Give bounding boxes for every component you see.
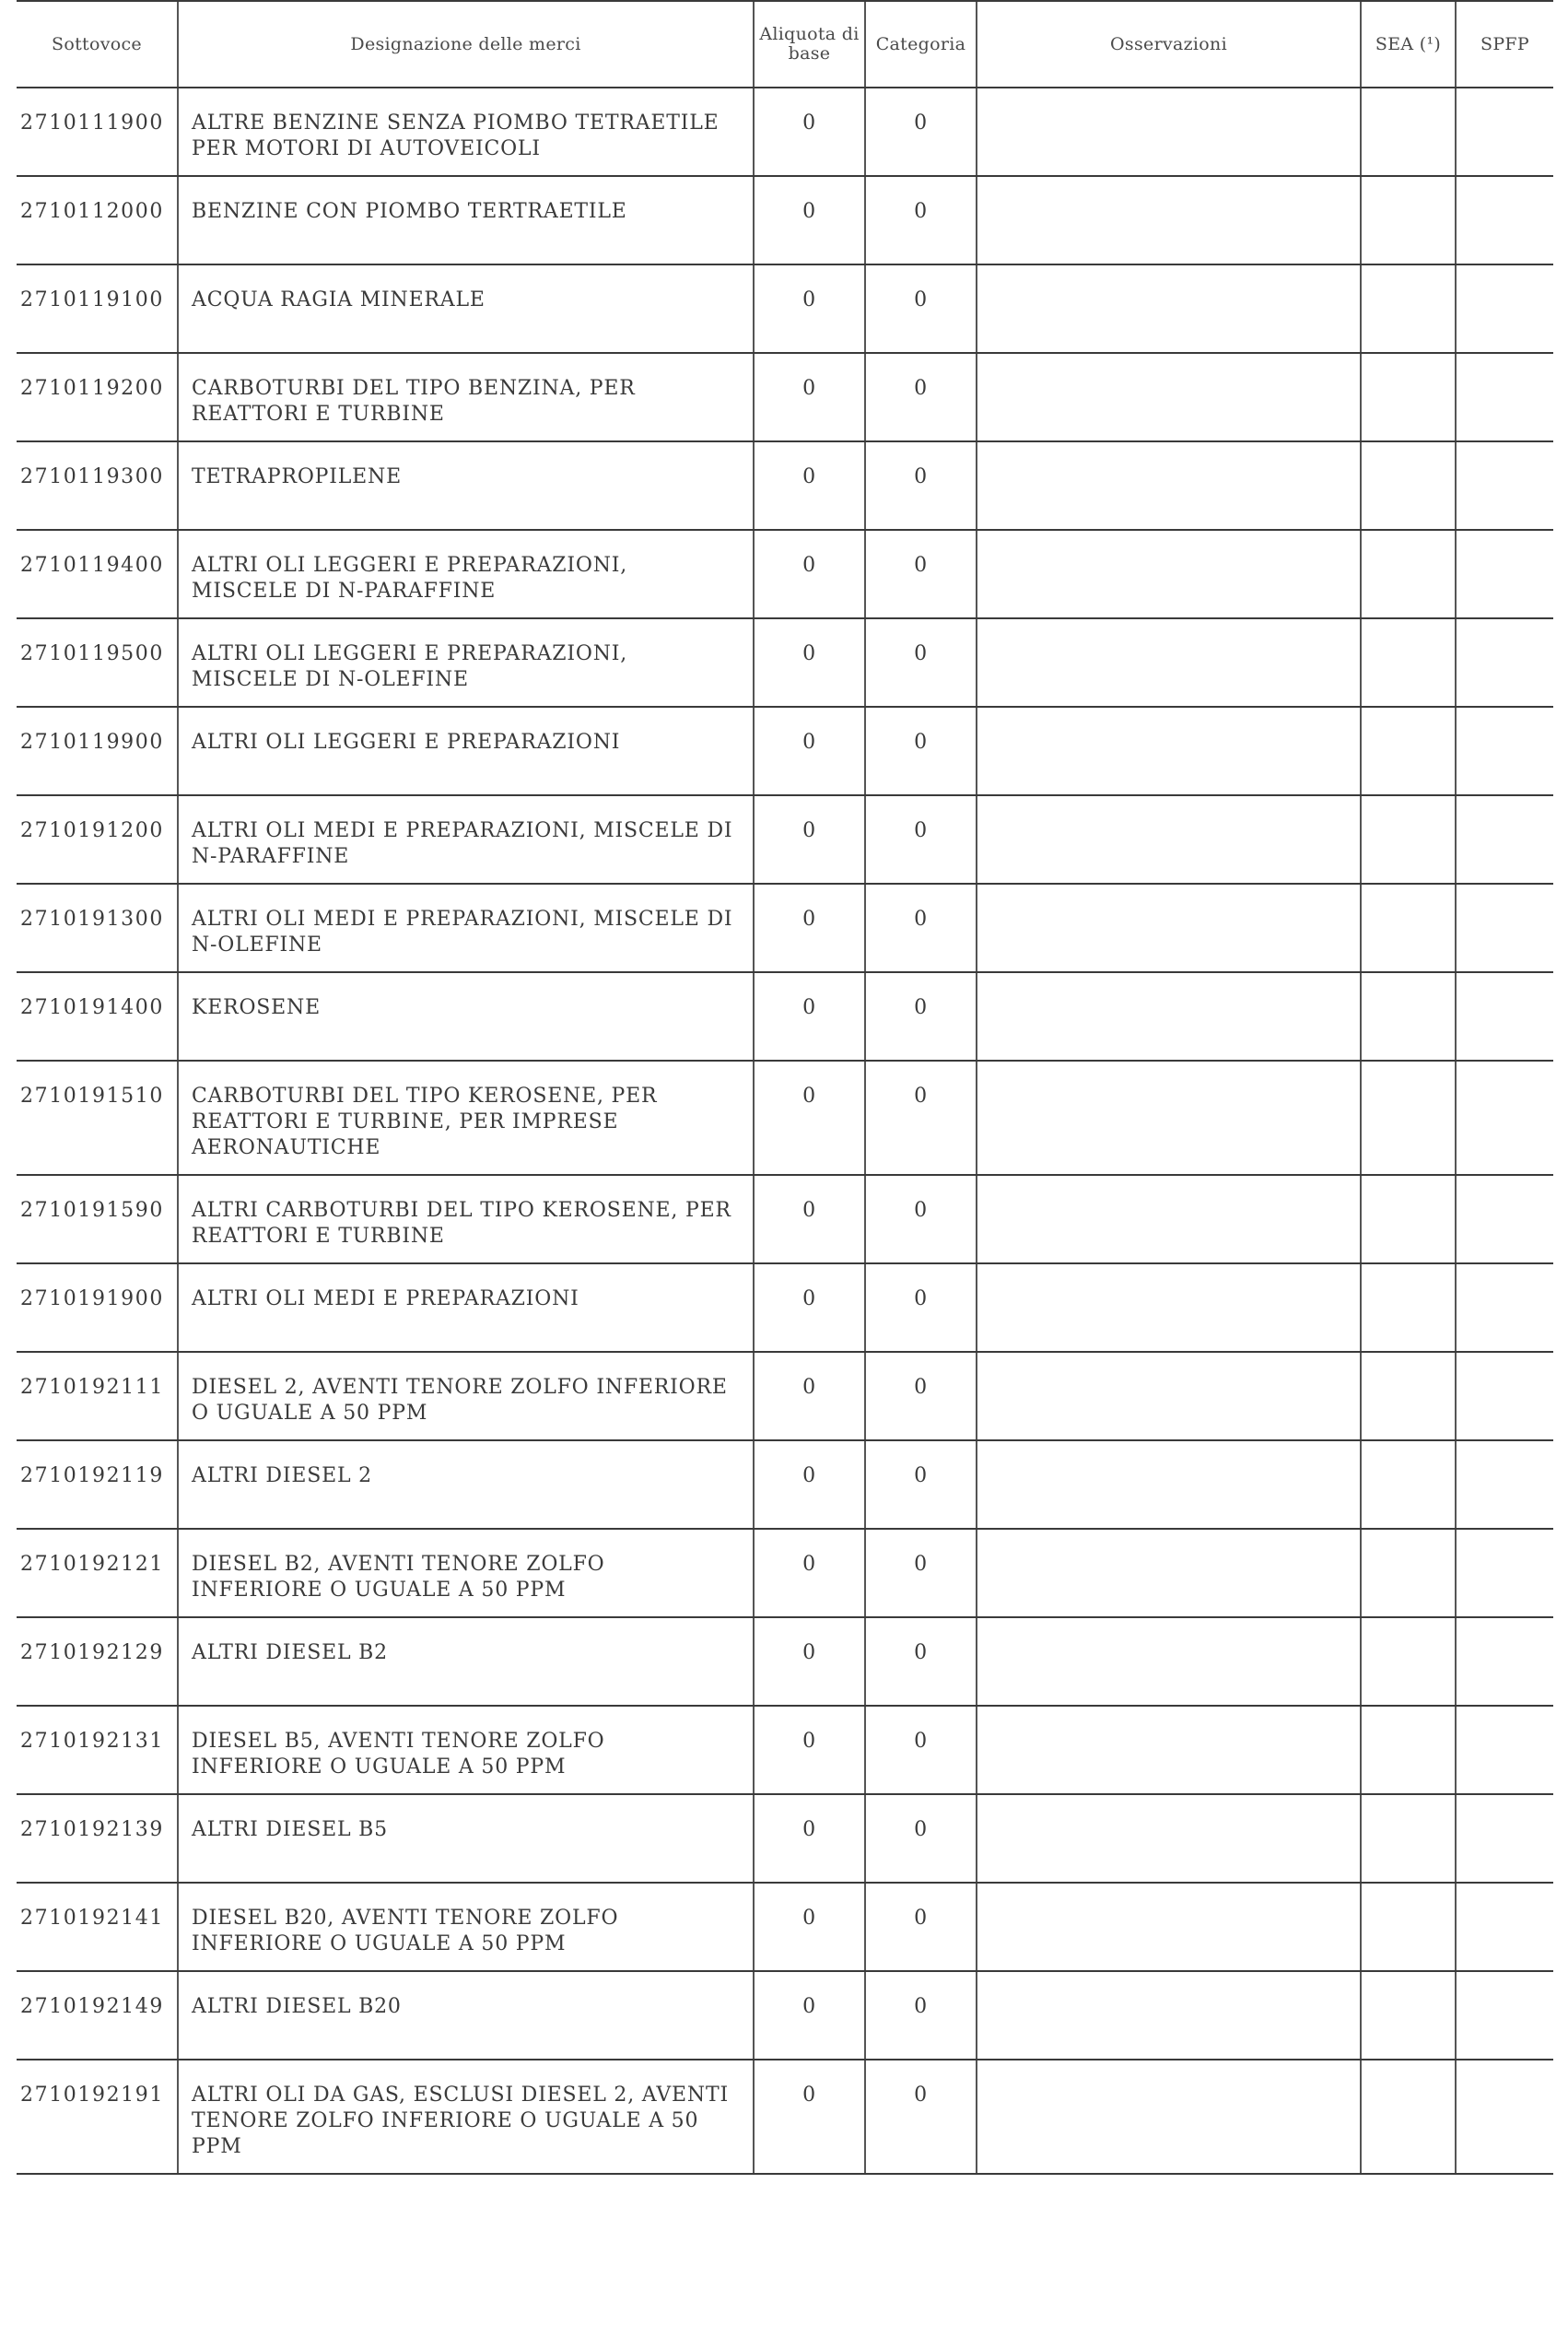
sea-cell <box>1361 1617 1456 1706</box>
remarks-cell <box>977 1794 1361 1883</box>
remarks-cell <box>977 884 1361 972</box>
base-rate-value: 0 <box>754 1061 865 1175</box>
goods-description: ALTRI OLI DA GAS, ESCLUSI DIESEL 2, AVENTI TENORE ZOLFO INFERIORE O UGUALE A 50 PPM <box>178 2060 754 2174</box>
table-row <box>17 884 1553 972</box>
subheading-code: 2710192121 <box>17 1529 178 1617</box>
category-value: 0 <box>865 1883 977 1971</box>
spfp-cell <box>1456 1061 1553 1175</box>
spfp-cell <box>1456 353 1553 441</box>
sea-cell <box>1361 1440 1456 1529</box>
sea-cell <box>1361 707 1456 795</box>
base-rate-value: 0 <box>754 1352 865 1440</box>
table-row <box>17 530 1553 618</box>
subheading-code: 2710119300 <box>17 441 178 530</box>
subheading-code: 2710191590 <box>17 1175 178 1263</box>
spfp-cell <box>1456 176 1553 264</box>
base-rate-value: 0 <box>754 2060 865 2174</box>
subheading-code: 2710191400 <box>17 972 178 1061</box>
category-value: 0 <box>865 530 977 618</box>
remarks-cell <box>977 1440 1361 1529</box>
tariff-table <box>17 0 1553 2175</box>
category-value: 0 <box>865 353 977 441</box>
sea-cell <box>1361 264 1456 353</box>
remarks-cell <box>977 618 1361 707</box>
table-row <box>17 1617 1553 1706</box>
table-row <box>17 1263 1553 1352</box>
spfp-cell <box>1456 1529 1553 1617</box>
spfp-cell <box>1456 795 1553 884</box>
remarks-cell <box>977 1971 1361 2060</box>
base-rate-value: 0 <box>754 176 865 264</box>
goods-description: TETRAPROPILENE <box>178 441 754 530</box>
spfp-cell <box>1456 707 1553 795</box>
goods-description: ACQUA RAGIA MINERALE <box>178 264 754 353</box>
table-row <box>17 1883 1553 1971</box>
header-base-rate: Aliquota di base <box>754 1 865 88</box>
sea-cell <box>1361 884 1456 972</box>
category-value: 0 <box>865 707 977 795</box>
base-rate-value: 0 <box>754 1440 865 1529</box>
category-value: 0 <box>865 264 977 353</box>
subheading-code: 2710192149 <box>17 1971 178 2060</box>
goods-description: CARBOTURBI DEL TIPO BENZINA, PER REATTORI E TURBINE <box>178 353 754 441</box>
remarks-cell <box>977 1175 1361 1263</box>
goods-description: ALTRI OLI LEGGERI E PREPARAZIONI, MISCELE DI N-OLEFINE <box>178 618 754 707</box>
table-row <box>17 176 1553 264</box>
table-row <box>17 707 1553 795</box>
base-rate-value: 0 <box>754 884 865 972</box>
goods-description: ALTRI DIESEL B2 <box>178 1617 754 1706</box>
sea-cell <box>1361 441 1456 530</box>
category-value: 0 <box>865 1440 977 1529</box>
subheading-code: 2710191900 <box>17 1263 178 1352</box>
table-row <box>17 618 1553 707</box>
category-value: 0 <box>865 2060 977 2174</box>
table-row <box>17 795 1553 884</box>
remarks-cell <box>977 707 1361 795</box>
base-rate-value: 0 <box>754 1617 865 1706</box>
sea-cell <box>1361 795 1456 884</box>
remarks-cell <box>977 2060 1361 2174</box>
spfp-cell <box>1456 1617 1553 1706</box>
table-row <box>17 1440 1553 1529</box>
header-row <box>17 1 1553 88</box>
remarks-cell <box>977 1883 1361 1971</box>
table-row <box>17 1061 1553 1175</box>
spfp-cell <box>1456 88 1553 176</box>
goods-description: BENZINE CON PIOMBO TERTRAETILE <box>178 176 754 264</box>
subheading-code: 2710191300 <box>17 884 178 972</box>
base-rate-value: 0 <box>754 441 865 530</box>
category-value: 0 <box>865 441 977 530</box>
remarks-cell <box>977 972 1361 1061</box>
sea-cell <box>1361 1352 1456 1440</box>
sea-cell <box>1361 2060 1456 2174</box>
remarks-cell <box>977 530 1361 618</box>
base-rate-value: 0 <box>754 353 865 441</box>
table-row <box>17 1971 1553 2060</box>
goods-description: DIESEL 2, AVENTI TENORE ZOLFO INFERIORE O UGUALE A 50 PPM <box>178 1352 754 1440</box>
goods-description: ALTRI OLI LEGGERI E PREPARAZIONI <box>178 707 754 795</box>
sea-cell <box>1361 1529 1456 1617</box>
category-value: 0 <box>865 1263 977 1352</box>
spfp-cell <box>1456 1706 1553 1794</box>
spfp-cell <box>1456 441 1553 530</box>
goods-description: ALTRI OLI MEDI E PREPARAZIONI, MISCELE DI N-OLEFINE <box>178 884 754 972</box>
base-rate-value: 0 <box>754 88 865 176</box>
base-rate-value: 0 <box>754 1175 865 1263</box>
remarks-cell <box>977 1061 1361 1175</box>
goods-description: ALTRI OLI MEDI E PREPARAZIONI <box>178 1263 754 1352</box>
goods-description: DIESEL B5, AVENTI TENORE ZOLFO INFERIORE O UGUALE A 50 PPM <box>178 1706 754 1794</box>
base-rate-value: 0 <box>754 1529 865 1617</box>
subheading-code: 2710192141 <box>17 1883 178 1971</box>
base-rate-value: 0 <box>754 1883 865 1971</box>
spfp-cell <box>1456 1883 1553 1971</box>
subheading-code: 2710119400 <box>17 530 178 618</box>
base-rate-value: 0 <box>754 972 865 1061</box>
subheading-code: 2710111900 <box>17 88 178 176</box>
header-subheading: Sottovoce <box>17 1 178 88</box>
category-value: 0 <box>865 795 977 884</box>
spfp-cell <box>1456 1440 1553 1529</box>
category-value: 0 <box>865 1706 977 1794</box>
goods-description: ALTRI OLI MEDI E PREPARAZIONI, MISCELE DI N-PARAFFINE <box>178 795 754 884</box>
subheading-code: 2710192139 <box>17 1794 178 1883</box>
sea-cell <box>1361 1175 1456 1263</box>
goods-description: CARBOTURBI DEL TIPO KEROSENE, PER REATTORI E TURBINE, PER IMPRESE AERONAUTICHE <box>178 1061 754 1175</box>
base-rate-value: 0 <box>754 1971 865 2060</box>
header-spfp: SPFP <box>1456 1 1553 88</box>
table-body <box>17 88 1553 2174</box>
category-value: 0 <box>865 972 977 1061</box>
goods-description: ALTRI CARBOTURBI DEL TIPO KEROSENE, PER REATTORI E TURBINE <box>178 1175 754 1263</box>
table-row <box>17 1175 1553 1263</box>
base-rate-value: 0 <box>754 1794 865 1883</box>
spfp-cell <box>1456 1263 1553 1352</box>
remarks-cell <box>977 176 1361 264</box>
spfp-cell <box>1456 264 1553 353</box>
subheading-code: 2710192131 <box>17 1706 178 1794</box>
spfp-cell <box>1456 2060 1553 2174</box>
spfp-cell <box>1456 530 1553 618</box>
category-value: 0 <box>865 1061 977 1175</box>
goods-description: ALTRI DIESEL 2 <box>178 1440 754 1529</box>
spfp-cell <box>1456 1352 1553 1440</box>
table-row <box>17 1352 1553 1440</box>
spfp-cell <box>1456 618 1553 707</box>
base-rate-value: 0 <box>754 1263 865 1352</box>
spfp-cell <box>1456 1971 1553 2060</box>
table-row <box>17 2060 1553 2174</box>
spfp-cell <box>1456 972 1553 1061</box>
subheading-code: 2710119100 <box>17 264 178 353</box>
table-row <box>17 264 1553 353</box>
remarks-cell <box>977 264 1361 353</box>
goods-description: DIESEL B20, AVENTI TENORE ZOLFO INFERIORE O UGUALE A 50 PPM <box>178 1883 754 1971</box>
goods-description: ALTRI DIESEL B5 <box>178 1794 754 1883</box>
remarks-cell <box>977 1263 1361 1352</box>
base-rate-value: 0 <box>754 264 865 353</box>
subheading-code: 2710119200 <box>17 353 178 441</box>
remarks-cell <box>977 1529 1361 1617</box>
sea-cell <box>1361 353 1456 441</box>
subheading-code: 2710192129 <box>17 1617 178 1706</box>
header-category: Categoria <box>865 1 977 88</box>
sea-cell <box>1361 1794 1456 1883</box>
sea-cell <box>1361 88 1456 176</box>
table-row <box>17 1794 1553 1883</box>
subheading-code: 2710192111 <box>17 1352 178 1440</box>
subheading-code: 2710119500 <box>17 618 178 707</box>
sea-cell <box>1361 972 1456 1061</box>
subheading-code: 2710191200 <box>17 795 178 884</box>
category-value: 0 <box>865 1529 977 1617</box>
base-rate-value: 0 <box>754 618 865 707</box>
remarks-cell <box>977 1352 1361 1440</box>
base-rate-value: 0 <box>754 1706 865 1794</box>
sea-cell <box>1361 618 1456 707</box>
sea-cell <box>1361 1706 1456 1794</box>
base-rate-value: 0 <box>754 530 865 618</box>
goods-description: KEROSENE <box>178 972 754 1061</box>
subheading-code: 2710119900 <box>17 707 178 795</box>
goods-description: ALTRI OLI LEGGERI E PREPARAZIONI, MISCELE DI N-PARAFFINE <box>178 530 754 618</box>
category-value: 0 <box>865 884 977 972</box>
remarks-cell <box>977 353 1361 441</box>
category-value: 0 <box>865 176 977 264</box>
goods-description: ALTRI DIESEL B20 <box>178 1971 754 2060</box>
remarks-cell <box>977 88 1361 176</box>
goods-description: DIESEL B2, AVENTI TENORE ZOLFO INFERIORE O UGUALE A 50 PPM <box>178 1529 754 1617</box>
sea-cell <box>1361 176 1456 264</box>
category-value: 0 <box>865 88 977 176</box>
sea-cell <box>1361 1263 1456 1352</box>
header-sea: SEA (¹) <box>1361 1 1456 88</box>
table-row <box>17 441 1553 530</box>
table-row <box>17 1529 1553 1617</box>
subheading-code: 2710191510 <box>17 1061 178 1175</box>
table-row <box>17 88 1553 176</box>
table-row <box>17 353 1553 441</box>
spfp-cell <box>1456 1175 1553 1263</box>
category-value: 0 <box>865 1352 977 1440</box>
spfp-cell <box>1456 1794 1553 1883</box>
sea-cell <box>1361 1883 1456 1971</box>
sea-cell <box>1361 1971 1456 2060</box>
table-header <box>17 1 1553 88</box>
remarks-cell <box>977 441 1361 530</box>
subheading-code: 2710192119 <box>17 1440 178 1529</box>
goods-description: ALTRE BENZINE SENZA PIOMBO TETRAETILE PER MOTORI DI AUTOVEICOLI <box>178 88 754 176</box>
remarks-cell <box>977 1617 1361 1706</box>
category-value: 0 <box>865 1617 977 1706</box>
table-row <box>17 1706 1553 1794</box>
header-remarks: Osservazioni <box>977 1 1361 88</box>
subheading-code: 2710112000 <box>17 176 178 264</box>
subheading-code: 2710192191 <box>17 2060 178 2174</box>
sea-cell <box>1361 530 1456 618</box>
spfp-cell <box>1456 884 1553 972</box>
sea-cell <box>1361 1061 1456 1175</box>
base-rate-value: 0 <box>754 707 865 795</box>
category-value: 0 <box>865 1794 977 1883</box>
table-row <box>17 972 1553 1061</box>
remarks-cell <box>977 1706 1361 1794</box>
document-page <box>17 0 1553 2175</box>
category-value: 0 <box>865 1971 977 2060</box>
header-description: Designazione delle merci <box>178 1 754 88</box>
category-value: 0 <box>865 1175 977 1263</box>
base-rate-value: 0 <box>754 795 865 884</box>
category-value: 0 <box>865 618 977 707</box>
remarks-cell <box>977 795 1361 884</box>
